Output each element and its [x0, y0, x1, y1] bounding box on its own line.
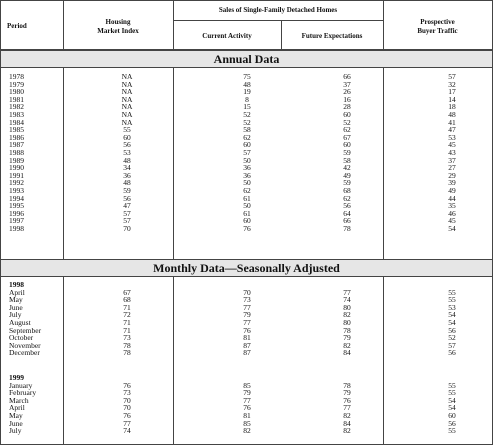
table-row [1, 427, 493, 435]
cell-housing-index: 70 [123, 395, 131, 405]
cell-future-expectations: 60 [343, 109, 351, 119]
table-header [1, 1, 492, 50]
cell-current-activity: 48 [243, 79, 251, 89]
cell-future-expectations: 59 [343, 178, 351, 188]
cell-current-activity: 87 [243, 340, 251, 350]
cell-period: 1978 [9, 72, 24, 81]
cell-period: 1984 [9, 117, 24, 127]
cell-buyer-traffic: 53 [448, 132, 456, 142]
cell-buyer-traffic: 41 [448, 117, 456, 127]
cell-current-activity: 61 [243, 193, 251, 203]
cell-period: 1981 [9, 94, 24, 104]
cell-buyer-traffic: 54 [448, 317, 456, 327]
cell-period: 1980 [9, 87, 24, 97]
cell-buyer-traffic: 45 [448, 216, 456, 226]
cell-period: February [9, 388, 37, 398]
cell-current-activity: 8 [245, 94, 249, 104]
cell-current-activity: 85 [243, 380, 251, 390]
cell-buyer-traffic: 57 [448, 340, 456, 350]
cell-period: 1992 [9, 178, 24, 188]
cell-housing-index: 34 [123, 163, 131, 173]
cell-current-activity: 52 [243, 109, 251, 119]
cell-period: 1987 [9, 140, 24, 150]
cell-period: 1991 [9, 170, 24, 180]
col-header-buyer-traffic: Prospective Buyer Traffic [417, 18, 458, 35]
cell-housing-index: 71 [123, 317, 131, 327]
cell-buyer-traffic: 56 [448, 325, 456, 335]
cell-period: 1995 [9, 201, 24, 211]
cell-period: 1998 [9, 223, 24, 233]
cell-future-expectations: 60 [343, 140, 351, 150]
cell-period: April [9, 403, 25, 413]
cell-current-activity: 36 [243, 170, 251, 180]
cell-period: June [9, 418, 23, 428]
cell-current-activity: 76 [243, 403, 251, 413]
cell-current-activity: 15 [243, 102, 251, 112]
year-label: 1999 [9, 373, 24, 382]
cell-housing-index: NA [121, 79, 133, 89]
cell-period: 1983 [9, 109, 24, 119]
cell-future-expectations: 82 [343, 410, 351, 420]
cell-buyer-traffic: 56 [448, 418, 456, 428]
cell-housing-index: 67 [123, 287, 131, 297]
cell-future-expectations: 77 [343, 403, 351, 413]
cell-current-activity: 77 [243, 302, 251, 312]
cell-period: May [9, 410, 23, 420]
cell-buyer-traffic: 55 [448, 426, 456, 436]
cell-period: June [9, 302, 23, 312]
cell-housing-index: 77 [123, 418, 131, 428]
cell-housing-index: 56 [123, 193, 131, 203]
cell-future-expectations: 80 [343, 317, 351, 327]
cell-period: July [9, 426, 22, 436]
cell-current-activity: 36 [243, 163, 251, 173]
cell-housing-index: 59 [123, 185, 131, 195]
cell-current-activity: 77 [243, 395, 251, 405]
cell-current-activity: 75 [243, 72, 251, 81]
cell-future-expectations: 58 [343, 155, 351, 165]
cell-current-activity: 73 [243, 295, 251, 305]
cell-period: April [9, 287, 25, 297]
cell-buyer-traffic: 57 [448, 72, 456, 81]
cell-period: 1986 [9, 132, 24, 142]
cell-buyer-traffic: 39 [448, 178, 456, 188]
cell-buyer-traffic: 44 [448, 193, 456, 203]
cell-buyer-traffic: 37 [448, 155, 456, 165]
cell-future-expectations: 80 [343, 302, 351, 312]
cell-housing-index: 56 [123, 140, 131, 150]
cell-period: 1982 [9, 102, 24, 112]
monthly-1998-rows [1, 281, 493, 357]
cell-period: 1979 [9, 79, 24, 89]
section-annual [1, 50, 492, 68]
cell-period: 1990 [9, 163, 24, 173]
cell-future-expectations: 59 [343, 147, 351, 157]
cell-future-expectations: 68 [343, 185, 351, 195]
cell-future-expectations: 78 [343, 223, 351, 233]
cell-current-activity: 50 [243, 178, 251, 188]
cell-current-activity: 19 [243, 87, 251, 97]
cell-period: 1997 [9, 216, 24, 226]
cell-buyer-traffic: 17 [448, 87, 456, 97]
cell-housing-index: 47 [123, 201, 131, 211]
cell-housing-index: 71 [123, 302, 131, 312]
cell-current-activity: 57 [243, 147, 251, 157]
cell-buyer-traffic: 52 [448, 333, 456, 343]
cell-future-expectations: 52 [343, 117, 351, 127]
cell-future-expectations: 66 [343, 72, 351, 81]
cell-current-activity: 50 [243, 201, 251, 211]
section-title-annual: Annual Data [213, 52, 280, 66]
cell-housing-index: NA [121, 117, 133, 127]
cell-buyer-traffic: 53 [448, 302, 456, 312]
col-header-period: Period [7, 22, 27, 30]
cell-buyer-traffic: 55 [448, 287, 456, 297]
cell-buyer-traffic: 18 [448, 102, 456, 112]
cell-housing-index: 53 [123, 147, 131, 157]
cell-buyer-traffic: 45 [448, 140, 456, 150]
cell-buyer-traffic: 49 [448, 185, 456, 195]
cell-housing-index: 78 [123, 340, 131, 350]
cell-future-expectations: 37 [343, 79, 351, 89]
cell-future-expectations: 62 [343, 193, 351, 203]
cell-future-expectations: 16 [343, 94, 351, 104]
cell-housing-index: 71 [123, 325, 131, 335]
cell-future-expectations: 66 [343, 216, 351, 226]
cell-period: November [9, 340, 41, 350]
cell-current-activity: 85 [243, 418, 251, 428]
cell-period: September [9, 325, 42, 335]
cell-buyer-traffic: 60 [448, 410, 456, 420]
cell-current-activity: 79 [243, 310, 251, 320]
annual-rows [1, 73, 493, 232]
cell-current-activity: 52 [243, 117, 251, 127]
cell-current-activity: 82 [243, 426, 251, 436]
cell-future-expectations: 82 [343, 426, 351, 436]
cell-period: December [9, 348, 40, 358]
cell-buyer-traffic: 54 [448, 223, 456, 233]
cell-period: 1993 [9, 185, 24, 195]
cell-period: 1989 [9, 155, 24, 165]
cell-current-activity: 60 [243, 140, 251, 150]
cell-future-expectations: 49 [343, 170, 351, 180]
cell-future-expectations: 28 [343, 102, 351, 112]
cell-housing-index: 78 [123, 348, 131, 358]
cell-future-expectations: 84 [343, 348, 351, 358]
cell-future-expectations: 77 [343, 287, 351, 297]
cell-future-expectations: 82 [343, 310, 351, 320]
cell-current-activity: 62 [243, 185, 251, 195]
year-label: 1998 [9, 280, 24, 289]
col-header-housing-index: Housing Market Index [97, 18, 139, 35]
cell-housing-index: NA [121, 87, 133, 97]
cell-housing-index: NA [121, 72, 133, 81]
cell-housing-index: 72 [123, 310, 131, 320]
cell-housing-index: 60 [123, 132, 131, 142]
cell-period: May [9, 295, 23, 305]
cell-housing-index: 48 [123, 155, 131, 165]
cell-housing-index: 76 [123, 410, 131, 420]
cell-housing-index: 74 [123, 426, 131, 436]
cell-future-expectations: 67 [343, 132, 351, 142]
cell-current-activity: 81 [243, 333, 251, 343]
monthly-1999-rows [1, 374, 493, 435]
cell-period: March [9, 395, 29, 405]
cell-housing-index: 73 [123, 388, 131, 398]
cell-period: 1988 [9, 147, 24, 157]
cell-housing-index: 36 [123, 170, 131, 180]
cell-future-expectations: 62 [343, 125, 351, 135]
cell-housing-index: NA [121, 109, 133, 119]
cell-buyer-traffic: 56 [448, 348, 456, 358]
cell-current-activity: 62 [243, 132, 251, 142]
cell-future-expectations: 76 [343, 395, 351, 405]
cell-period: 1985 [9, 125, 24, 135]
cell-housing-index: 57 [123, 216, 131, 226]
section-title-monthly: Monthly Data—Seasonally Adjusted [153, 261, 340, 275]
cell-future-expectations: 56 [343, 201, 351, 211]
cell-future-expectations: 82 [343, 340, 351, 350]
cell-current-activity: 77 [243, 317, 251, 327]
cell-buyer-traffic: 14 [448, 94, 456, 104]
col-header-sales-group: Sales of Single-Family Detached Homes [218, 6, 338, 14]
cell-current-activity: 76 [243, 325, 251, 335]
cell-current-activity: 76 [243, 223, 251, 233]
cell-buyer-traffic: 46 [448, 208, 456, 218]
cell-buyer-traffic: 54 [448, 395, 456, 405]
cell-housing-index: 76 [123, 380, 131, 390]
cell-period: July [9, 310, 22, 320]
cell-housing-index: NA [121, 102, 133, 112]
cell-buyer-traffic: 43 [448, 147, 456, 157]
cell-housing-index: 73 [123, 333, 131, 343]
table-row [1, 225, 493, 233]
cell-future-expectations: 78 [343, 380, 351, 390]
cell-buyer-traffic: 54 [448, 310, 456, 320]
cell-housing-index: 68 [123, 295, 131, 305]
cell-period: January [9, 380, 33, 390]
cell-buyer-traffic: 32 [448, 79, 456, 89]
cell-current-activity: 58 [243, 125, 251, 135]
cell-future-expectations: 84 [343, 418, 351, 428]
cell-current-activity: 61 [243, 208, 251, 218]
cell-buyer-traffic: 27 [448, 163, 456, 173]
cell-housing-index: 70 [123, 403, 131, 413]
cell-period: 1994 [9, 193, 24, 203]
cell-future-expectations: 26 [343, 87, 351, 97]
cell-future-expectations: 74 [343, 295, 351, 305]
cell-future-expectations: 79 [343, 388, 351, 398]
cell-housing-index: 70 [123, 223, 131, 233]
cell-period: August [9, 317, 31, 327]
col-header-current-activity: Current Activity [202, 32, 252, 40]
cell-buyer-traffic: 35 [448, 201, 456, 211]
cell-future-expectations: 42 [343, 163, 351, 173]
cell-buyer-traffic: 47 [448, 125, 456, 135]
cell-current-activity: 81 [243, 410, 251, 420]
cell-buyer-traffic: 55 [448, 295, 456, 305]
cell-future-expectations: 79 [343, 333, 351, 343]
table-row [1, 349, 493, 357]
cell-housing-index: NA [121, 94, 133, 104]
cell-buyer-traffic: 29 [448, 170, 456, 180]
cell-buyer-traffic: 54 [448, 403, 456, 413]
section-monthly [1, 259, 492, 277]
cell-buyer-traffic: 55 [448, 380, 456, 390]
cell-current-activity: 60 [243, 216, 251, 226]
cell-period: 1996 [9, 208, 24, 218]
cell-current-activity: 79 [243, 388, 251, 398]
cell-buyer-traffic: 48 [448, 109, 456, 119]
cell-current-activity: 87 [243, 348, 251, 358]
cell-future-expectations: 64 [343, 208, 351, 218]
cell-buyer-traffic: 55 [448, 388, 456, 398]
cell-period: October [9, 333, 34, 343]
cell-future-expectations: 78 [343, 325, 351, 335]
col-header-future-expectations: Future Expectations [301, 32, 363, 40]
cell-housing-index: 48 [123, 178, 131, 188]
cell-current-activity: 70 [243, 287, 251, 297]
cell-housing-index: 57 [123, 208, 131, 218]
cell-current-activity: 50 [243, 155, 251, 165]
cell-housing-index: 55 [123, 125, 131, 135]
